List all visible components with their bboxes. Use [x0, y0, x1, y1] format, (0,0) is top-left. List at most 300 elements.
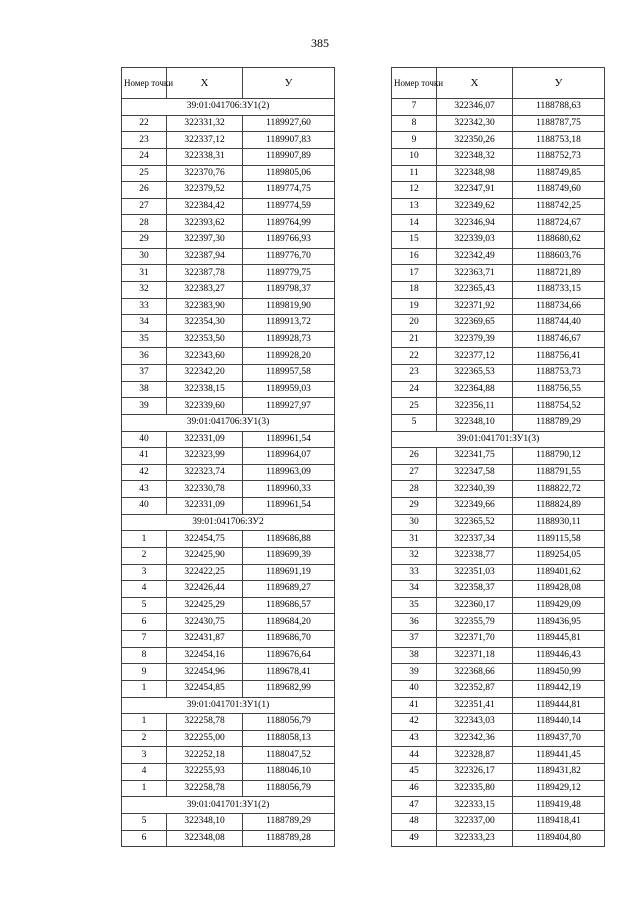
x-coordinate-cell: 322323,74 [167, 464, 243, 481]
point-number-cell: 36 [392, 614, 437, 631]
section-row [122, 697, 335, 714]
x-coordinate-cell: 322331,09 [167, 431, 243, 448]
y-coordinate-cell: 1189404,80 [513, 830, 605, 847]
point-number-cell: 49 [392, 830, 437, 847]
x-coordinate-cell: 322343,03 [437, 714, 513, 731]
x-coordinate-cell: 322335,80 [437, 780, 513, 797]
y-coordinate-cell: 1189686,70 [243, 631, 335, 648]
x-coordinate-cell: 322331,32 [167, 115, 243, 132]
x-coordinate-cell: 322431,87 [167, 631, 243, 648]
x-coordinate-cell: 322337,00 [437, 813, 513, 830]
x-coordinate-cell: 322370,76 [167, 165, 243, 182]
point-number-cell: 44 [392, 747, 437, 764]
point-number-cell: 27 [122, 198, 167, 215]
table-row [122, 464, 335, 481]
x-coordinate-cell: 322393,62 [167, 215, 243, 232]
page-number: 385 [311, 36, 329, 50]
y-coordinate-cell: 1189429,09 [513, 597, 605, 614]
point-number-cell: 9 [122, 664, 167, 681]
table-body-right [392, 99, 605, 847]
table-row [392, 631, 605, 648]
table-row [122, 165, 335, 182]
table-row [392, 215, 605, 232]
x-coordinate-cell: 322339,60 [167, 398, 243, 415]
y-coordinate-cell: 1189684,20 [243, 614, 335, 631]
y-coordinate-cell: 1189805,06 [243, 165, 335, 182]
y-coordinate-cell: 1189428,08 [513, 581, 605, 598]
table-row [122, 431, 335, 448]
table-row [122, 248, 335, 265]
point-number-cell: 41 [122, 448, 167, 465]
x-coordinate-cell: 322338,15 [167, 381, 243, 398]
y-coordinate-cell: 1189907,89 [243, 148, 335, 165]
y-coordinate-cell: 1188733,15 [513, 281, 605, 298]
y-coordinate-cell: 1189445,81 [513, 631, 605, 648]
x-coordinate-cell: 322348,32 [437, 148, 513, 165]
point-number-cell: 35 [122, 331, 167, 348]
x-coordinate-cell: 322347,91 [437, 182, 513, 199]
table-row [122, 664, 335, 681]
point-number-cell: 26 [122, 182, 167, 199]
y-coordinate-cell: 1189254,05 [513, 547, 605, 564]
x-coordinate-cell: 322351,41 [437, 697, 513, 714]
x-coordinate-cell: 322454,75 [167, 531, 243, 548]
y-coordinate-cell: 1189686,88 [243, 531, 335, 548]
x-coordinate-cell: 322387,94 [167, 248, 243, 265]
y-coordinate-cell: 1188721,89 [513, 265, 605, 282]
x-coordinate-cell: 322349,66 [437, 498, 513, 515]
y-coordinate-cell: 1189766,93 [243, 232, 335, 249]
y-coordinate-cell: 1189907,83 [243, 132, 335, 149]
point-number-cell: 3 [122, 564, 167, 581]
y-coordinate-cell: 1188058,13 [243, 730, 335, 747]
x-coordinate-cell: 322358,37 [437, 581, 513, 598]
y-coordinate-cell: 1189927,60 [243, 115, 335, 132]
table-row [122, 265, 335, 282]
y-coordinate-cell: 1189691,19 [243, 564, 335, 581]
y-coordinate-cell: 1189686,57 [243, 597, 335, 614]
x-coordinate-cell: 322360,17 [437, 597, 513, 614]
point-number-cell: 5 [122, 813, 167, 830]
x-coordinate-cell: 322338,31 [167, 148, 243, 165]
x-coordinate-cell: 322371,70 [437, 631, 513, 648]
point-number-cell: 28 [392, 481, 437, 498]
point-number-cell: 23 [122, 132, 167, 149]
point-number-cell: 40 [122, 431, 167, 448]
table-row [122, 498, 335, 515]
table-row [122, 547, 335, 564]
table-row [122, 581, 335, 598]
table-row [122, 481, 335, 498]
header-y: У [513, 68, 605, 99]
point-number-cell: 27 [392, 464, 437, 481]
point-number-cell: 22 [122, 115, 167, 132]
x-coordinate-cell: 322342,30 [437, 115, 513, 132]
section-row [122, 414, 335, 431]
point-number-cell: 6 [122, 830, 167, 847]
point-number-cell: 30 [392, 514, 437, 531]
table-row [392, 464, 605, 481]
y-coordinate-cell: 1188680,62 [513, 232, 605, 249]
x-coordinate-cell: 322454,85 [167, 680, 243, 697]
x-coordinate-cell: 322353,50 [167, 331, 243, 348]
header-x: Х [437, 68, 513, 99]
y-coordinate-cell: 1189115,58 [513, 531, 605, 548]
header-y: У [243, 68, 335, 99]
x-coordinate-cell: 322323,99 [167, 448, 243, 465]
table-row [392, 764, 605, 781]
y-coordinate-cell: 1188746,67 [513, 331, 605, 348]
y-coordinate-cell: 1189774,59 [243, 198, 335, 215]
section-row [392, 431, 605, 448]
y-coordinate-cell: 1189437,70 [513, 730, 605, 747]
point-number-cell: 15 [392, 232, 437, 249]
table-row [392, 148, 605, 165]
y-coordinate-cell: 1189418,41 [513, 813, 605, 830]
table-row [122, 747, 335, 764]
x-coordinate-cell: 322333,23 [437, 830, 513, 847]
table-row [122, 780, 335, 797]
table-row [392, 331, 605, 348]
table-row [392, 348, 605, 365]
x-coordinate-cell: 322348,98 [437, 165, 513, 182]
table-row [392, 414, 605, 431]
point-number-cell: 8 [392, 115, 437, 132]
y-coordinate-cell: 1189960,33 [243, 481, 335, 498]
point-number-cell: 3 [122, 747, 167, 764]
table-row [392, 182, 605, 199]
y-coordinate-cell: 1188744,40 [513, 315, 605, 332]
x-coordinate-cell: 322350,26 [437, 132, 513, 149]
y-coordinate-cell: 1188749,85 [513, 165, 605, 182]
point-number-cell: 45 [392, 764, 437, 781]
table-row [392, 365, 605, 382]
x-coordinate-cell: 322348,08 [167, 830, 243, 847]
point-number-cell: 20 [392, 315, 437, 332]
y-coordinate-cell: 1189774,75 [243, 182, 335, 199]
table-row [122, 714, 335, 731]
table-row [392, 680, 605, 697]
point-number-cell: 39 [122, 398, 167, 415]
point-number-cell: 32 [122, 281, 167, 298]
y-coordinate-cell: 1188734,66 [513, 298, 605, 315]
table-row [122, 813, 335, 830]
table-row [392, 281, 605, 298]
point-number-cell: 24 [122, 148, 167, 165]
table-row [392, 830, 605, 847]
point-number-cell: 25 [122, 165, 167, 182]
point-number-cell: 1 [122, 714, 167, 731]
table-row [392, 398, 605, 415]
x-coordinate-cell: 322341,75 [437, 448, 513, 465]
parcel-section-label: 39:01:041701:ЗУ1(1) [122, 697, 335, 714]
section-row [122, 99, 335, 116]
y-coordinate-cell: 1189798,37 [243, 281, 335, 298]
table-row [392, 198, 605, 215]
point-number-cell: 4 [122, 581, 167, 598]
table-row [122, 830, 335, 847]
y-coordinate-cell: 1188756,41 [513, 348, 605, 365]
x-coordinate-cell: 322371,92 [437, 298, 513, 315]
y-coordinate-cell: 1189959,03 [243, 381, 335, 398]
x-coordinate-cell: 322383,90 [167, 298, 243, 315]
table-row [392, 232, 605, 249]
table-header-row [392, 68, 605, 99]
table-row [392, 514, 605, 531]
x-coordinate-cell: 322337,12 [167, 132, 243, 149]
x-coordinate-cell: 322369,65 [437, 315, 513, 332]
point-number-cell: 40 [392, 680, 437, 697]
x-coordinate-cell: 322326,17 [437, 764, 513, 781]
table-row [392, 498, 605, 515]
table-row [122, 148, 335, 165]
y-coordinate-cell: 1189957,58 [243, 365, 335, 382]
coordinates-table-right [391, 67, 605, 847]
y-coordinate-cell: 1189446,43 [513, 647, 605, 664]
y-coordinate-cell: 1189928,20 [243, 348, 335, 365]
parcel-section-label: 39:01:041706:ЗУ1(2) [122, 99, 335, 116]
x-coordinate-cell: 322365,43 [437, 281, 513, 298]
x-coordinate-cell: 322338,77 [437, 547, 513, 564]
point-number-cell: 17 [392, 265, 437, 282]
table-row [122, 232, 335, 249]
y-coordinate-cell: 1189429,12 [513, 780, 605, 797]
x-coordinate-cell: 322397,30 [167, 232, 243, 249]
table-row [122, 647, 335, 664]
y-coordinate-cell: 1189444,81 [513, 697, 605, 714]
coordinates-table-left [121, 67, 335, 847]
x-coordinate-cell: 322333,15 [437, 797, 513, 814]
y-coordinate-cell: 1189776,70 [243, 248, 335, 265]
y-coordinate-cell: 1189963,09 [243, 464, 335, 481]
point-number-cell: 22 [392, 348, 437, 365]
point-number-cell: 33 [392, 564, 437, 581]
y-coordinate-cell: 1188603,76 [513, 248, 605, 265]
y-coordinate-cell: 1189678,41 [243, 664, 335, 681]
table-row [122, 365, 335, 382]
point-number-cell: 13 [392, 198, 437, 215]
parcel-section-label: 39:01:041701:ЗУ1(3) [392, 431, 605, 448]
table-row [122, 614, 335, 631]
y-coordinate-cell: 1188047,52 [243, 747, 335, 764]
x-coordinate-cell: 322430,75 [167, 614, 243, 631]
parcel-section-label: 39:01:041701:ЗУ1(2) [122, 797, 335, 814]
point-number-cell: 29 [392, 498, 437, 515]
table-row [392, 315, 605, 332]
y-coordinate-cell: 1188790,12 [513, 448, 605, 465]
table-row [392, 747, 605, 764]
x-coordinate-cell: 322328,87 [437, 747, 513, 764]
point-number-cell: 37 [122, 365, 167, 382]
table-row [392, 813, 605, 830]
point-number-cell: 2 [122, 730, 167, 747]
x-coordinate-cell: 322255,00 [167, 730, 243, 747]
header-point-number: Номер точки [392, 68, 437, 99]
x-coordinate-cell: 322342,49 [437, 248, 513, 265]
x-coordinate-cell: 322342,20 [167, 365, 243, 382]
x-coordinate-cell: 322258,78 [167, 780, 243, 797]
y-coordinate-cell: 1188046,10 [243, 764, 335, 781]
x-coordinate-cell: 322379,52 [167, 182, 243, 199]
y-coordinate-cell: 1189450,99 [513, 664, 605, 681]
x-coordinate-cell: 322331,09 [167, 498, 243, 515]
point-number-cell: 12 [392, 182, 437, 199]
point-number-cell: 5 [392, 414, 437, 431]
table-row [122, 348, 335, 365]
point-number-cell: 23 [392, 365, 437, 382]
point-number-cell: 43 [392, 730, 437, 747]
x-coordinate-cell: 322425,29 [167, 597, 243, 614]
x-coordinate-cell: 322364,88 [437, 381, 513, 398]
table-row [122, 331, 335, 348]
table-row [122, 730, 335, 747]
table-row [392, 647, 605, 664]
y-coordinate-cell: 1188742,25 [513, 198, 605, 215]
y-coordinate-cell: 1189964,07 [243, 448, 335, 465]
y-coordinate-cell: 1188930,11 [513, 514, 605, 531]
point-number-cell: 1 [122, 531, 167, 548]
table-row [392, 248, 605, 265]
x-coordinate-cell: 322454,16 [167, 647, 243, 664]
x-coordinate-cell: 322258,78 [167, 714, 243, 731]
y-coordinate-cell: 1189441,45 [513, 747, 605, 764]
point-number-cell: 14 [392, 215, 437, 232]
y-coordinate-cell: 1189699,39 [243, 547, 335, 564]
table-row [392, 597, 605, 614]
y-coordinate-cell: 1189431,82 [513, 764, 605, 781]
point-number-cell: 18 [392, 281, 437, 298]
table-row [122, 398, 335, 415]
point-number-cell: 30 [122, 248, 167, 265]
point-number-cell: 35 [392, 597, 437, 614]
y-coordinate-cell: 1188824,89 [513, 498, 605, 515]
y-coordinate-cell: 1189764,99 [243, 215, 335, 232]
point-number-cell: 24 [392, 381, 437, 398]
y-coordinate-cell: 1189689,27 [243, 581, 335, 598]
point-number-cell: 47 [392, 797, 437, 814]
section-row [122, 514, 335, 531]
header-point-number: Номер точки [122, 68, 167, 99]
y-coordinate-cell: 1189682,99 [243, 680, 335, 697]
table-row [122, 764, 335, 781]
table-row [392, 165, 605, 182]
x-coordinate-cell: 322363,71 [437, 265, 513, 282]
point-number-cell: 32 [392, 547, 437, 564]
y-coordinate-cell: 1189928,73 [243, 331, 335, 348]
table-row [122, 115, 335, 132]
x-coordinate-cell: 322348,10 [167, 813, 243, 830]
point-number-cell: 40 [122, 498, 167, 515]
y-coordinate-cell: 1189440,14 [513, 714, 605, 731]
table-row [122, 597, 335, 614]
table-row [122, 448, 335, 465]
point-number-cell: 31 [122, 265, 167, 282]
point-number-cell: 34 [392, 581, 437, 598]
y-coordinate-cell: 1188749,60 [513, 182, 605, 199]
table-row [122, 631, 335, 648]
table-row [122, 281, 335, 298]
point-number-cell: 4 [122, 764, 167, 781]
x-coordinate-cell: 322387,78 [167, 265, 243, 282]
table-row [392, 697, 605, 714]
y-coordinate-cell: 1188789,28 [243, 830, 335, 847]
table-row [122, 215, 335, 232]
y-coordinate-cell: 1188788,63 [513, 99, 605, 116]
table-row [122, 182, 335, 199]
point-number-cell: 25 [392, 398, 437, 415]
point-number-cell: 37 [392, 631, 437, 648]
point-number-cell: 29 [122, 232, 167, 249]
x-coordinate-cell: 322379,39 [437, 331, 513, 348]
point-number-cell: 8 [122, 647, 167, 664]
point-number-cell: 31 [392, 531, 437, 548]
x-coordinate-cell: 322422,25 [167, 564, 243, 581]
y-coordinate-cell: 1189419,48 [513, 797, 605, 814]
table-row [392, 265, 605, 282]
point-number-cell: 11 [392, 165, 437, 182]
y-coordinate-cell: 1188756,55 [513, 381, 605, 398]
section-row [122, 797, 335, 814]
table-row [392, 132, 605, 149]
x-coordinate-cell: 322339,03 [437, 232, 513, 249]
table-row [122, 132, 335, 149]
y-coordinate-cell: 1189927,97 [243, 398, 335, 415]
y-coordinate-cell: 1188752,73 [513, 148, 605, 165]
x-coordinate-cell: 322349,62 [437, 198, 513, 215]
table-row [392, 780, 605, 797]
table-row [122, 198, 335, 215]
table-row [122, 315, 335, 332]
x-coordinate-cell: 322377,12 [437, 348, 513, 365]
point-number-cell: 38 [392, 647, 437, 664]
point-number-cell: 28 [122, 215, 167, 232]
y-coordinate-cell: 1189961,54 [243, 498, 335, 515]
x-coordinate-cell: 322337,34 [437, 531, 513, 548]
y-coordinate-cell: 1189819,90 [243, 298, 335, 315]
x-coordinate-cell: 322365,53 [437, 365, 513, 382]
parcel-section-label: 39:01:041706:ЗУ2 [122, 514, 335, 531]
y-coordinate-cell: 1188753,18 [513, 132, 605, 149]
x-coordinate-cell: 322252,18 [167, 747, 243, 764]
table-body-left [122, 99, 335, 847]
x-coordinate-cell: 322330,78 [167, 481, 243, 498]
x-coordinate-cell: 322384,42 [167, 198, 243, 215]
table-header-row [122, 68, 335, 99]
x-coordinate-cell: 322346,07 [437, 99, 513, 116]
x-coordinate-cell: 322351,03 [437, 564, 513, 581]
table-row [392, 730, 605, 747]
point-number-cell: 5 [122, 597, 167, 614]
table-row [392, 547, 605, 564]
table-row [392, 115, 605, 132]
x-coordinate-cell: 322356,11 [437, 398, 513, 415]
x-coordinate-cell: 322365,52 [437, 514, 513, 531]
x-coordinate-cell: 322342,36 [437, 730, 513, 747]
y-coordinate-cell: 1189676,64 [243, 647, 335, 664]
table-row [392, 448, 605, 465]
y-coordinate-cell: 1189442,19 [513, 680, 605, 697]
table-row [122, 564, 335, 581]
x-coordinate-cell: 322343,60 [167, 348, 243, 365]
point-number-cell: 7 [392, 99, 437, 116]
y-coordinate-cell: 1189913,72 [243, 315, 335, 332]
y-coordinate-cell: 1189961,54 [243, 431, 335, 448]
x-coordinate-cell: 322255,93 [167, 764, 243, 781]
table-row [392, 581, 605, 598]
x-coordinate-cell: 322355,79 [437, 614, 513, 631]
table-row [392, 714, 605, 731]
table-row [392, 797, 605, 814]
